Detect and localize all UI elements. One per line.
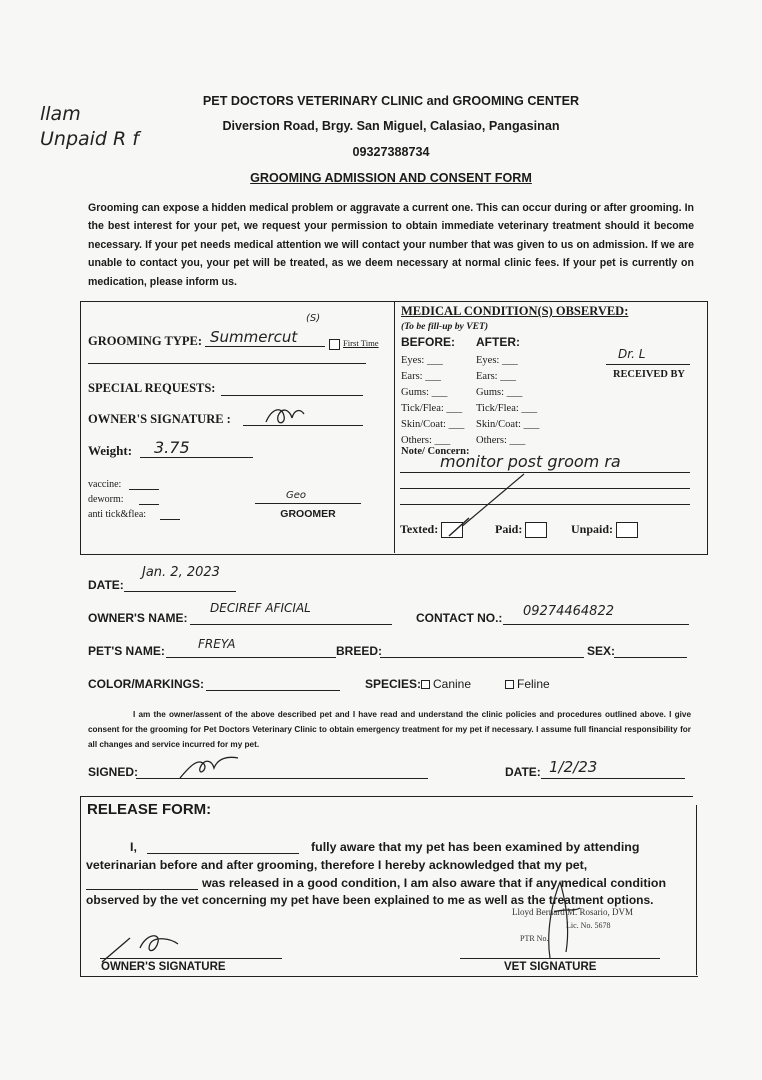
grooming-type-mark: (S)	[306, 313, 321, 324]
after-ears[interactable]: Ears: ___	[476, 371, 516, 382]
release-i: I,	[130, 840, 137, 854]
canine-checkbox[interactable]	[421, 680, 430, 689]
release-line-4: observed by the vet concerning my pet have been explained to me as well as the treatment options.	[86, 893, 654, 907]
clinic-address: Diversion Road, Brgy. San Miguel, Calasiao, Pangasinan	[222, 119, 560, 133]
owner-signature-mark	[260, 402, 320, 430]
release-line-3: was released in a good condition, I am also aware that if any medical condition	[202, 876, 667, 890]
clinic-phone: 09327388734	[352, 145, 430, 159]
box-divider	[394, 302, 395, 553]
release-title: RELEASE FORM:	[87, 801, 212, 818]
vet-signature-mark	[540, 872, 600, 962]
before-ears[interactable]: Ears: ___	[401, 371, 441, 382]
paid-option[interactable]: Paid:	[495, 522, 550, 538]
before-skin-coat[interactable]: Skin/Coat: ___	[401, 419, 465, 430]
pet-name-field[interactable]	[166, 657, 336, 658]
form-title: GROOMING ADMISSION AND CONSENT FORM	[250, 171, 532, 185]
contact-field[interactable]	[503, 624, 689, 625]
sex-label: SEX:	[587, 644, 616, 658]
medical-subtitle: (To be fill-up by VET)	[401, 321, 489, 332]
before-label: BEFORE:	[401, 335, 455, 349]
signed-date-label: DATE:	[505, 765, 541, 779]
breed-field[interactable]	[380, 657, 584, 658]
after-gums[interactable]: Gums: ___	[476, 387, 523, 398]
owner-name-field[interactable]	[190, 624, 392, 625]
release-right-border	[696, 805, 697, 975]
owner-signature-label: OWNER'S SIGNATURE :	[88, 412, 231, 426]
weight-value: 3.75	[154, 438, 190, 457]
release-owner-name-field[interactable]	[147, 853, 299, 854]
owner-name-value: DECIREF AFICIAL	[210, 601, 311, 615]
grooming-type-label: GROOMING TYPE:	[88, 334, 203, 348]
before-list	[401, 353, 464, 449]
release-pet-name-field[interactable]	[86, 889, 198, 890]
handwritten-note-unpaid: Unpaid R f	[40, 128, 139, 150]
special-requests-field[interactable]	[221, 395, 363, 396]
color-label: COLOR/MARKINGS:	[88, 677, 204, 691]
before-eyes[interactable]: Eyes: ___	[401, 355, 443, 366]
canine-option[interactable]: Canine	[421, 677, 471, 691]
handwritten-note-time: llam	[40, 103, 81, 125]
grooming-type-value[interactable]: Summercut	[210, 328, 298, 346]
pet-name-label: PET'S NAME:	[88, 644, 165, 658]
note-label: Note/ Concern:	[401, 446, 470, 457]
signed-date-field[interactable]	[541, 778, 685, 779]
feline-option[interactable]: Feline	[505, 677, 550, 691]
after-skin-coat[interactable]: Skin/Coat: ___	[476, 419, 540, 430]
release-vet-signature-field[interactable]	[460, 958, 660, 959]
date-value: Jan. 2, 2023	[142, 565, 220, 580]
date-field[interactable]	[124, 591, 236, 592]
signed-label: SIGNED:	[88, 765, 139, 779]
release-line-2: veterinarian before and after grooming, therefore I hereby acknowledged that my pet,	[86, 858, 588, 872]
vet-stamp-name: Lloyd Bernard M. Rosario, DVM	[512, 907, 633, 917]
first-time-option[interactable]: First Time	[329, 338, 379, 350]
medical-title: MEDICAL CONDITION(S) OBSERVED:	[401, 304, 629, 318]
breed-label: BREED:	[336, 644, 383, 658]
release-line-1: fully aware that my pet has been examined by attending	[311, 840, 640, 854]
groomer-label: GROOMER	[280, 508, 336, 520]
unpaid-option[interactable]: Unpaid:	[571, 522, 641, 538]
release-owner-signature-label: OWNER'S SIGNATURE	[101, 961, 226, 973]
received-by-value: Dr. L	[618, 347, 646, 361]
release-top-border	[80, 796, 693, 797]
special-requests-label: SPECIAL REQUESTS:	[88, 381, 216, 395]
release-left-border	[80, 796, 81, 976]
species-label: SPECIES:	[365, 677, 422, 691]
texted-check-mark	[447, 516, 475, 538]
after-tick-flea[interactable]: Tick/Flea: ___	[476, 403, 538, 414]
weight-label: Weight:	[88, 443, 133, 458]
after-others[interactable]: Others: ___	[476, 435, 526, 446]
signed-signature-mark	[176, 752, 246, 782]
owner-name-label: OWNER'S NAME:	[88, 611, 188, 625]
feline-checkbox[interactable]	[505, 680, 514, 689]
contact-value: 09274464822	[523, 604, 614, 619]
weight-field[interactable]	[140, 457, 253, 458]
before-others[interactable]: Others: ___	[401, 435, 451, 446]
date-label: DATE:	[88, 578, 124, 592]
after-label: AFTER:	[476, 335, 520, 349]
color-field[interactable]	[206, 690, 340, 691]
release-owner-signature-field[interactable]	[100, 958, 282, 959]
first-time-checkbox[interactable]	[329, 339, 340, 350]
vet-stamp-ptr: PTR No.	[520, 934, 549, 943]
vaccine-label: vaccine:	[88, 479, 122, 490]
clinic-name: PET DOCTORS VETERINARY CLINIC and GROOMING CENTER	[202, 94, 580, 108]
after-list	[476, 353, 539, 449]
vet-stamp-license: Lic. No. 5678	[566, 921, 611, 930]
after-eyes[interactable]: Eyes: ___	[476, 355, 518, 366]
contact-label: CONTACT NO.:	[416, 611, 503, 625]
intro-paragraph: Grooming can expose a hidden medical problem or aggravate a current one. This can occur during or after grooming. In the best interest for your pet, we request your permission to obtain immediate veterinary treatment should it become necessary. If your pet needs medical attention we will contact your number that was given to us on admission. If we are unable to contact you, your pet will be treated, as we deem necessary at normal clinic fees. If your pet is currently on medication, please inform us.	[88, 202, 694, 288]
release-bottom-border	[80, 976, 698, 977]
pet-name-value: FREYA	[198, 637, 236, 651]
release-vet-signature-label: VET SIGNATURE	[504, 961, 597, 973]
texted-option[interactable]: Texted:	[400, 522, 466, 538]
unpaid-checkbox[interactable]	[616, 522, 638, 538]
paid-checkbox[interactable]	[525, 522, 547, 538]
consent-paragraph: I am the owner/assent of the above described pet and I have read and understand the clinic policies and procedures outlined above. I give consent for the grooming for Pet Doctors Veterinary Clinic to obtain emergency treatment for my pet if necessary. I assume full financial responsibility for all changes and service incurred for my pet.	[88, 710, 691, 749]
sex-field[interactable]	[614, 657, 687, 658]
deworm-label: deworm:	[88, 494, 124, 505]
before-gums[interactable]: Gums: ___	[401, 387, 448, 398]
before-tick-flea[interactable]: Tick/Flea: ___	[401, 403, 463, 414]
note-value[interactable]: monitor post groom ra	[440, 452, 621, 471]
received-by-label: RECEIVED BY	[613, 369, 685, 380]
signed-date-value: 1/2/23	[549, 758, 598, 776]
antitick-label: anti tick&flea:	[88, 509, 147, 520]
groomer-value: Geo	[286, 490, 307, 501]
